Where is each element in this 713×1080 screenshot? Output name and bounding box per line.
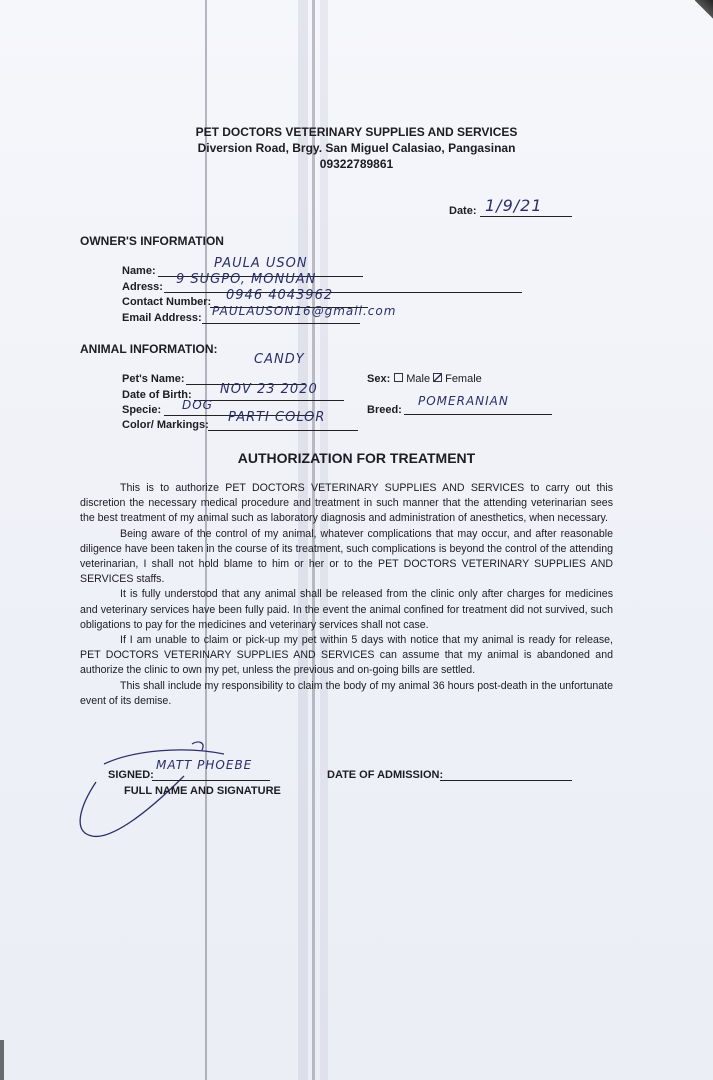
date-label: Date: bbox=[449, 205, 477, 217]
owner-name-value[interactable]: PAULA USON bbox=[214, 256, 308, 271]
pet-name-value[interactable]: CANDY bbox=[254, 352, 305, 367]
male-checkbox[interactable] bbox=[394, 373, 403, 382]
owner-address-label: Adress: bbox=[122, 281, 163, 293]
pet-name-label: Pet's Name: bbox=[122, 373, 185, 385]
owner-email-value[interactable]: PAULAUSON16@gmail.com bbox=[212, 304, 397, 318]
male-option-label: Male bbox=[406, 373, 431, 385]
color-value[interactable]: PARTI COLOR bbox=[228, 410, 326, 425]
dob-label: Date of Birth: bbox=[122, 389, 192, 401]
specie-label: Specie: bbox=[122, 404, 162, 416]
authorization-paragraph: It is fully understood that any animal shall be released from the clinic only after charges for medicines and veterinary services have been fully paid. In the event the animal confined for treatment did not survived, such obligations to pay for the medicines and veterinary services shall not case. bbox=[80, 588, 613, 631]
owner-section-title: OWNER'S INFORMATION bbox=[80, 234, 224, 248]
owner-address-value[interactable]: 9 SUGPO, MONUAN bbox=[176, 272, 317, 287]
signature-value[interactable]: MATT PHOEBE bbox=[156, 758, 253, 772]
owner-contact-value[interactable]: 0946 4043962 bbox=[226, 288, 334, 303]
signature-caption: FULL NAME AND SIGNATURE bbox=[124, 785, 281, 797]
color-line bbox=[208, 430, 358, 431]
animal-section-title: ANIMAL INFORMATION: bbox=[80, 342, 218, 356]
dob-value[interactable]: NOV 23 2020 bbox=[220, 382, 318, 397]
authorization-body bbox=[80, 481, 613, 709]
dob-line bbox=[194, 400, 344, 401]
owner-email-line bbox=[202, 323, 360, 324]
admission-line[interactable] bbox=[440, 780, 572, 781]
date-line bbox=[480, 216, 572, 217]
authorization-paragraph: This is to authorize PET DOCTORS VETERINARY SUPPLIES AND SERVICES to carry out this discretion the necessary medical procedure and treatment in such manner that the attending veterinarian sees the best treatment of my animal such as laboratory diagnosis and administration of anesthetics, when necessary. bbox=[80, 482, 613, 525]
female-option-label: Female bbox=[445, 373, 482, 385]
sex-field bbox=[367, 373, 482, 385]
scan-corner bbox=[695, 0, 713, 28]
breed-value[interactable]: POMERANIAN bbox=[418, 394, 509, 408]
owner-name-label: Name: bbox=[122, 265, 156, 277]
sex-label: Sex: bbox=[367, 373, 391, 385]
owner-contact-label: Contact Number: bbox=[122, 296, 212, 308]
authorization-paragraph: Being aware of the control of my animal, whatever complications that may occur, and after reasonable diligence have been taken in the course of its treatment, such complications is beyond the control of the attending veterinarian, I shall not hold blame to him or her or to the PET DOCTORS VETERINARY SUPPLIES AND SERVICES staffs. bbox=[80, 527, 613, 586]
date-value[interactable]: 1/9/21 bbox=[485, 196, 543, 215]
signed-label: SIGNED: bbox=[108, 769, 154, 781]
business-phone: 09322789861 bbox=[319, 157, 394, 171]
female-checkbox[interactable] bbox=[433, 373, 442, 382]
owner-address-line bbox=[164, 292, 522, 293]
breed-label: Breed: bbox=[367, 404, 402, 416]
scan-edge bbox=[0, 1040, 4, 1080]
signature-line bbox=[152, 780, 270, 781]
specie-value[interactable]: DOG bbox=[182, 398, 213, 412]
authorization-paragraph: If I am unable to claim or pick-up my pet within 5 days with notice that my animal is ready for release, PET DOCTORS VETERINARY SUPPLIES AND SERVICES can assume that my animal is abandoned and authorize the clinic to own my pet, unless the previous and on-going bills are settled. bbox=[80, 634, 613, 677]
authorization-title: AUTHORIZATION FOR TREATMENT bbox=[237, 450, 476, 466]
admission-label: DATE OF ADMISSION: bbox=[327, 769, 444, 781]
business-name: PET DOCTORS VETERINARY SUPPLIES AND SERVICES bbox=[195, 125, 518, 139]
owner-email-label: Email Address: bbox=[122, 312, 202, 324]
color-label: Color/ Markings: bbox=[122, 419, 209, 431]
breed-line bbox=[404, 414, 552, 415]
business-address: Diversion Road, Brgy. San Miguel Calasiao, Pangasinan bbox=[197, 141, 516, 155]
authorization-paragraph: This shall include my responsibility to claim the body of my animal 36 hours post-death in the unfortunate event of its demise. bbox=[80, 679, 613, 707]
